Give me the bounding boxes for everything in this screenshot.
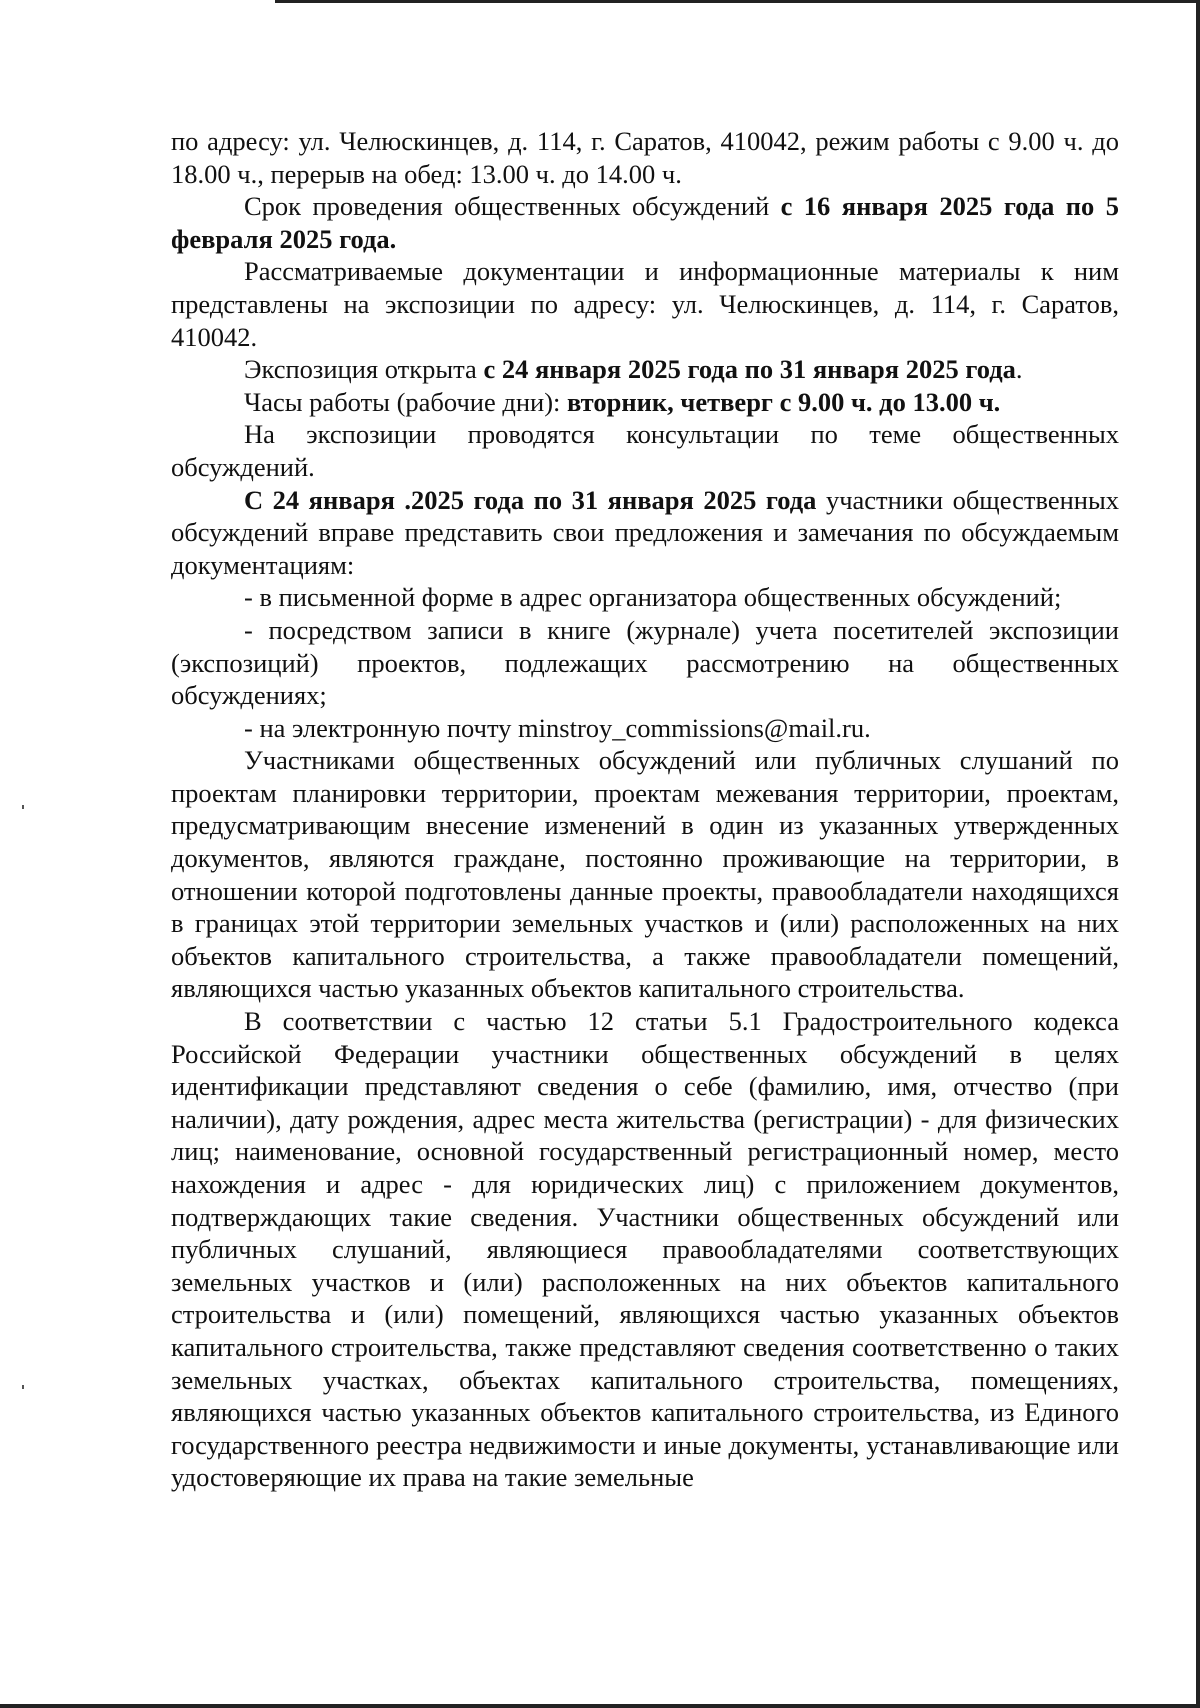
scan-speck (22, 805, 24, 809)
paragraph-materials-location: Рассматриваемые документации и информационные материалы к ним представлены на экспозиции по адресу: ул. Челюскинцев, д. 114, г. Саратов, 410042. (171, 256, 1119, 352)
paragraph-exposition-open (171, 353, 1119, 386)
scan-border-top (275, 0, 1200, 3)
working-hours-value: вторник, четверг с 9.00 ч. до 13.00 ч. (567, 386, 1001, 417)
list-item-email: - на электронную почту minstroy_commissions@mail.ru. (244, 712, 871, 743)
discussion-period-label: Срок проведения общественных обсуждений (244, 191, 781, 222)
paragraph-address-continuation: по адресу: ул. Челюскинцев, д. 114, г. Саратов, 410042, режим работы с 9.00 ч. до 18.00 ч., перерыв на обед: 13.00 ч. до 14.00 ч. (171, 126, 1119, 189)
scan-border-right (1196, 0, 1200, 1708)
paragraph-submission-period (171, 484, 1119, 582)
exposition-open-period: . (1015, 354, 1023, 385)
scan-speck (22, 1385, 24, 1389)
list-item-written-form: - в письменной форме в адрес организатора общественных обсуждений; (244, 582, 1062, 613)
paragraph-working-hours (171, 386, 1119, 419)
paragraph-identification: В соответствии с частью 12 статьи 5.1 Градостроительного кодекса Российской Федерации участники общественных обсуждений в целях идентификации представляют сведения о себе (фамилию, имя, отчество (при наличии), дату рождения, адрес места жительства (регистрации) - для физических лиц; наименование, основной государственный регистрационный номер, место нахождения и адрес - для юридических лиц) с приложением документов, подтверждающих такие сведения. Участники общественных обсуждений или публичных слушаний, являющиеся правообладателями соответствующих земельных участков и (или) расположенных на них объектов капитального строительства и (или) помещений, являющихся частью указанных объектов капитального строительства, также представляют сведения соответственно о таких земельных участках, объектах капитального строительства, помещениях, являющихся частью указанных объектов капитального строительства, из Единого государственного реестра недвижимости и иные документы, устанавливающие или удостоверяющие их права на такие земельные (171, 1006, 1119, 1493)
submission-period-text: участники общественных обсуждений вправе представить свои предложения и замечания по обсуждаемым документациям: (171, 484, 1120, 580)
list-item-visitor-book: - посредством записи в книге (журнале) учета посетителей экспозиции (экспозиций) проектов, подлежащих рассмотрению на общественных обсуждениях; (171, 614, 1119, 711)
submission-period-dates: С 24 января .2025 года по 31 января 2025 года (244, 484, 817, 515)
scan-border-bottom (0, 1704, 1200, 1708)
working-hours-label: Часы работы (рабочие дни): (244, 386, 568, 417)
exposition-open-dates: с 24 января 2025 года по 31 января 2025 года (483, 354, 1016, 385)
document-body (171, 125, 1119, 1494)
paragraph-participants: Участниками общественных обсуждений или публичных слушаний по проектам планировки территории, проектам межевания территории, проектам, предусматривающим внесение изменений в один из указанных утвержденных документов, являются граждане, постоянно проживающие на территории, в отношении которой подготовлены данные проекты, правообладатели находящихся в границах этой территории земельных участков и (или) расположенных на них объектов капитального строительства, а также правообладатели помещений, являющихся частью указанных объектов капитального строительства. (171, 745, 1119, 1004)
paragraph-discussion-period (171, 190, 1119, 255)
discussion-period-dates: с 16 января 2025 года по 5 февраля 2025 года. (171, 191, 1119, 254)
exposition-open-label: Экспозиция открыта (244, 354, 484, 385)
paragraph-consultations: На экспозиции проводятся консультации по теме общественных обсуждений. (171, 419, 1119, 482)
